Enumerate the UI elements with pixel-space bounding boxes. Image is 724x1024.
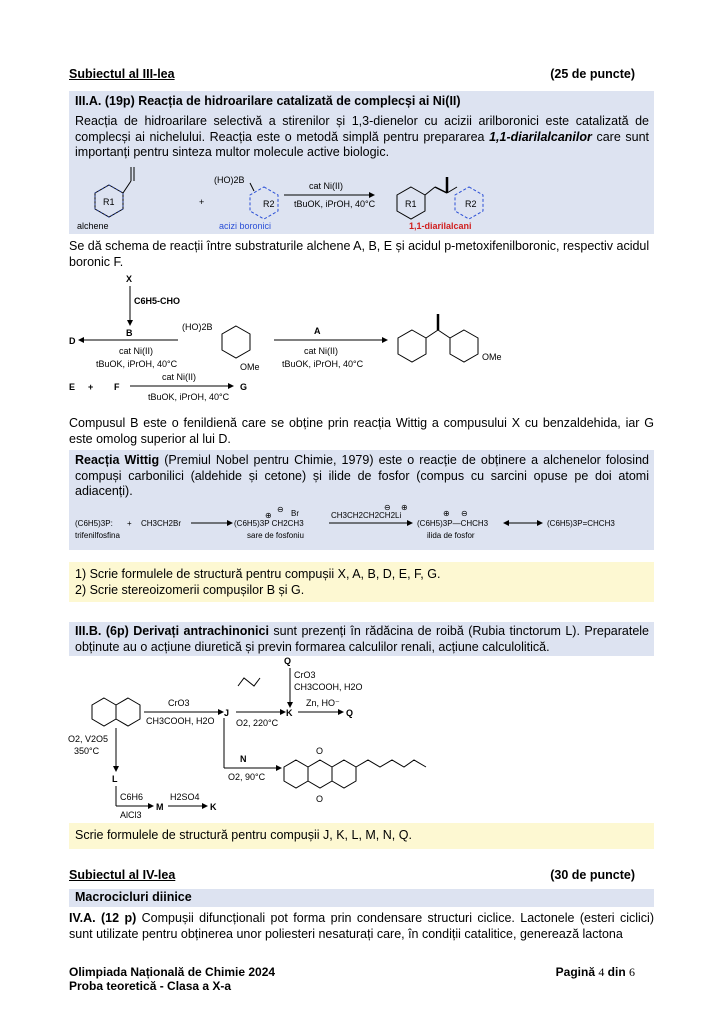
product-label: 1,1-diarilalcani — [409, 221, 472, 231]
compound-m: M — [156, 802, 164, 812]
plus-ef: + — [88, 382, 94, 392]
part-a-box — [69, 91, 654, 234]
compound-j: J — [224, 708, 230, 718]
product-bond-3 — [447, 187, 457, 193]
plus-sign: + — [199, 197, 205, 207]
o2-90: O2, 90°C — [228, 772, 266, 782]
product-anisyl-ring — [450, 330, 478, 362]
resonance-head-right — [537, 520, 543, 526]
tpp: (C6H5)3P: — [75, 519, 113, 528]
page-prefix: Pagină — [555, 965, 599, 979]
section-header — [69, 67, 635, 81]
t350: 350°C — [74, 746, 100, 756]
wittig-box — [69, 450, 654, 550]
arrowhead-a — [382, 337, 388, 343]
wittig-arrowhead-2 — [407, 520, 413, 526]
aq-ring-1 — [284, 760, 308, 788]
footer-olympiad: Olimpiada Națională de Chimie 2024 — [69, 965, 276, 979]
tpp-label: trifenilfosfina — [75, 531, 120, 540]
r1-label: R1 — [103, 197, 115, 207]
reaction-arrowhead — [369, 192, 375, 198]
arrowhead-j-n — [276, 765, 282, 771]
diene-cond: O2, 220°C — [236, 718, 279, 728]
boronic-reagent: (HO)2B — [214, 175, 245, 185]
compound-k: K — [286, 708, 293, 718]
wittig-body: (Premiul Nobel pentru Chimie, 1979) este o reacție de obținere a alchenelor folosind compuși carbonilici (aldehide și cetone) și ilide de fosfor (compus cu sarcini opuse pe doi atomi adiacenți). — [75, 453, 649, 498]
salt-label: sare de fosfoniu — [247, 531, 304, 540]
aldehyde: C6H5-CHO — [134, 296, 181, 306]
page-mid: din — [604, 965, 629, 979]
ylide: (C6H5)3P—CHCH3 — [417, 519, 489, 528]
aq-ring-3 — [332, 760, 356, 788]
task-2: 2) Scrie stereoizomerii compușilor B și G. — [75, 583, 305, 597]
ome-1: OMe — [240, 362, 260, 372]
aq-o-top: O — [316, 746, 324, 756]
page-total: 6 — [629, 965, 635, 979]
boronic-2: (HO)2B — [182, 322, 213, 332]
section-title: Subiectul al III-lea — [69, 67, 175, 81]
alkene-label: alchene — [77, 221, 109, 231]
ylene: (C6H5)3P=CHCH3 — [547, 519, 615, 528]
butyllithium: CH3CH2CH2CH2Li — [331, 511, 402, 520]
part-b-heading: III.B. (6p) Derivați antrachinonici — [75, 624, 269, 638]
bromide: Br — [291, 509, 299, 518]
h2so4: H2SO4 — [170, 792, 200, 802]
task-1: 1) Scrie formulele de structură pentru compușii X, A, B, D, E, F, G. — [75, 567, 441, 581]
cro3-2: CrO3 — [294, 670, 316, 680]
resonance-head-left — [503, 520, 509, 526]
acid-2: CH3COOH, H2O — [294, 682, 363, 692]
prenyl-chain — [356, 760, 426, 767]
arrowhead-l-m — [148, 803, 154, 809]
ethyl-bromide: CH3CH2Br — [141, 519, 182, 528]
aq-o-bottom: O — [316, 794, 324, 804]
product-bond-2 — [435, 187, 447, 193]
minus-br: ⊖ — [277, 505, 284, 514]
intro-text-2: care sunt importanți pentru sinteza multor molecule active biologic. — [75, 129, 649, 159]
section4-subtitle-box — [69, 889, 654, 907]
page-num: 4 — [598, 965, 605, 979]
section4-subtitle: Macrocicluri diinice — [75, 890, 192, 904]
boron-bond — [250, 183, 254, 191]
cat-1: cat Ni(II) — [119, 346, 154, 356]
part-a-intro — [75, 114, 649, 161]
cat-3: cat Ni(II) — [162, 372, 197, 382]
product-r1: R1 — [405, 199, 417, 209]
wittig-text — [75, 453, 649, 500]
compound-x: X — [126, 274, 133, 284]
compound-k-2: K — [210, 802, 217, 812]
compound-d: D — [69, 336, 76, 346]
wittig-scheme — [69, 502, 654, 550]
product-r2: R2 — [465, 199, 477, 209]
section4-text-body: Compușii difuncționali pot forma prin condensare structuri ciclice. Lactonele (esteri ciclici) sunt utilizate pentru obținerea unor poliesteri nesaturați care, în condiții catalitice, generează lactona — [69, 911, 654, 941]
cat-2: cat Ni(II) — [304, 346, 339, 356]
compound-f: F — [114, 382, 120, 392]
tasks-box-a — [69, 562, 654, 602]
section4-points: (30 de puncte) — [550, 868, 635, 882]
cond-3: tBuOK, iPrOH, 40°C — [148, 392, 230, 402]
ylide-label: ilida de fosfor — [427, 531, 475, 540]
cro3-1: CrO3 — [168, 698, 190, 708]
compound-g: G — [240, 382, 248, 392]
scheme-hydroarylation — [69, 163, 654, 233]
compound-a: A — [314, 326, 321, 336]
section4-title: Subiectul al IV-lea — [69, 868, 176, 882]
plus-ylide: ⊕ — [443, 509, 450, 518]
r2-label: R2 — [263, 199, 275, 209]
acid-1: CH3COOH, H2O — [146, 716, 215, 726]
minus-li: ⊖ — [384, 503, 391, 512]
product-ph-ring — [398, 330, 426, 362]
boronic-label: acizi boronici — [219, 221, 272, 231]
anthraquinone-scheme — [64, 656, 464, 826]
footer — [69, 965, 635, 993]
vinyl-bond — [123, 181, 131, 193]
scheme-reactions — [64, 272, 624, 407]
alcl3: AlCl3 — [120, 810, 142, 820]
arrowhead-zn — [338, 709, 344, 715]
arrowhead-m-k — [202, 803, 208, 809]
page-number — [556, 965, 635, 979]
methoxyphenyl-ring — [222, 326, 250, 358]
arrowhead-l — [113, 766, 119, 772]
footer-exam: Proba teoretică - Clasa a X-a — [69, 979, 232, 993]
section4-text — [69, 911, 654, 942]
cond-1: tBuOK, iPrOH, 40°C — [96, 359, 178, 369]
arrowhead-g — [228, 383, 234, 389]
intro-text-1: Reacția de hidroarilare selectivă a stirenilor și 1,3-dienelor cu acizii arilboronici este catalizată de complecși ai nichelului. Reacția este o metodă simplă pentru prepararea — [75, 114, 649, 144]
compound-b: B — [126, 328, 133, 338]
benzene: C6H6 — [120, 792, 144, 802]
butadiene — [238, 678, 260, 686]
compound-q: Q — [346, 708, 354, 718]
prod-bond-b — [438, 330, 450, 338]
part-b-text — [75, 624, 649, 655]
arrowhead-x-b — [127, 320, 133, 326]
section4-text-head: IV.A. (12 p) — [69, 911, 137, 925]
v2o5: O2, V2O5 — [68, 734, 109, 744]
section4-header — [69, 868, 635, 882]
section-points: (25 de puncte) — [550, 67, 635, 81]
part-a-heading: III.A. (19p) Reacția de hidroarilare catalizată de complecși ai Ni(II) — [75, 94, 461, 108]
prod-bond-a — [426, 330, 438, 338]
cond-2: tBuOK, iPrOH, 40°C — [282, 359, 364, 369]
arrowhead-b-d — [78, 337, 84, 343]
compound-b-text: Compusul B este o fenildienă care se obține prin reacția Wittig a compusului X cu benzaldehida, iar G este omolog superior al lui D. — [69, 416, 654, 446]
scheme-intro-text: Se dă schema de reacții între substraturile alchene A, B, E și acidul p-metoxifenilboronic, respectiv acidul boronic F. — [69, 239, 650, 269]
compound-q-top: Q — [284, 656, 292, 666]
plus-li: ⊕ — [401, 503, 408, 512]
task-b: Scrie formulele de structură pentru compușii J, K, L, M, N, Q. — [75, 828, 412, 842]
wittig-arrowhead-1 — [227, 520, 233, 526]
compound-e: E — [69, 382, 76, 392]
part-b-box — [69, 622, 654, 656]
phosphonium-salt: (C6H5)3P CH2CH3 — [234, 519, 304, 528]
plus-p: ⊕ — [265, 511, 272, 520]
part-b-body: sunt prezenți în rădăcina de roibă (Rubia tinctorum L). Preparatele obținute au o acțiune diuretică și previn formarea calculilor renali, acțiune calculolitică. — [75, 624, 649, 654]
naphthalene-ring-1 — [92, 698, 116, 726]
cond-top: cat Ni(II) — [309, 181, 344, 191]
compound-l: L — [112, 774, 118, 784]
minus-ylide: ⊖ — [461, 509, 468, 518]
intro-emphasis: 1,1-diarilalcanilor — [489, 129, 592, 144]
zn-cond: Zn, HO⁻ — [306, 698, 340, 708]
compound-n: N — [240, 754, 247, 764]
wittig-title: Reacția Wittig — [75, 453, 160, 467]
product-bond-1 — [425, 187, 435, 195]
cond-bottom: tBuOK, iPrOH, 40°C — [294, 199, 376, 209]
ome-2: OMe — [482, 352, 502, 362]
wittig-plus: + — [127, 519, 132, 528]
tasks-box-b — [69, 823, 654, 849]
aq-ring-2 — [308, 760, 332, 788]
naphthalene-ring-2 — [116, 698, 140, 726]
